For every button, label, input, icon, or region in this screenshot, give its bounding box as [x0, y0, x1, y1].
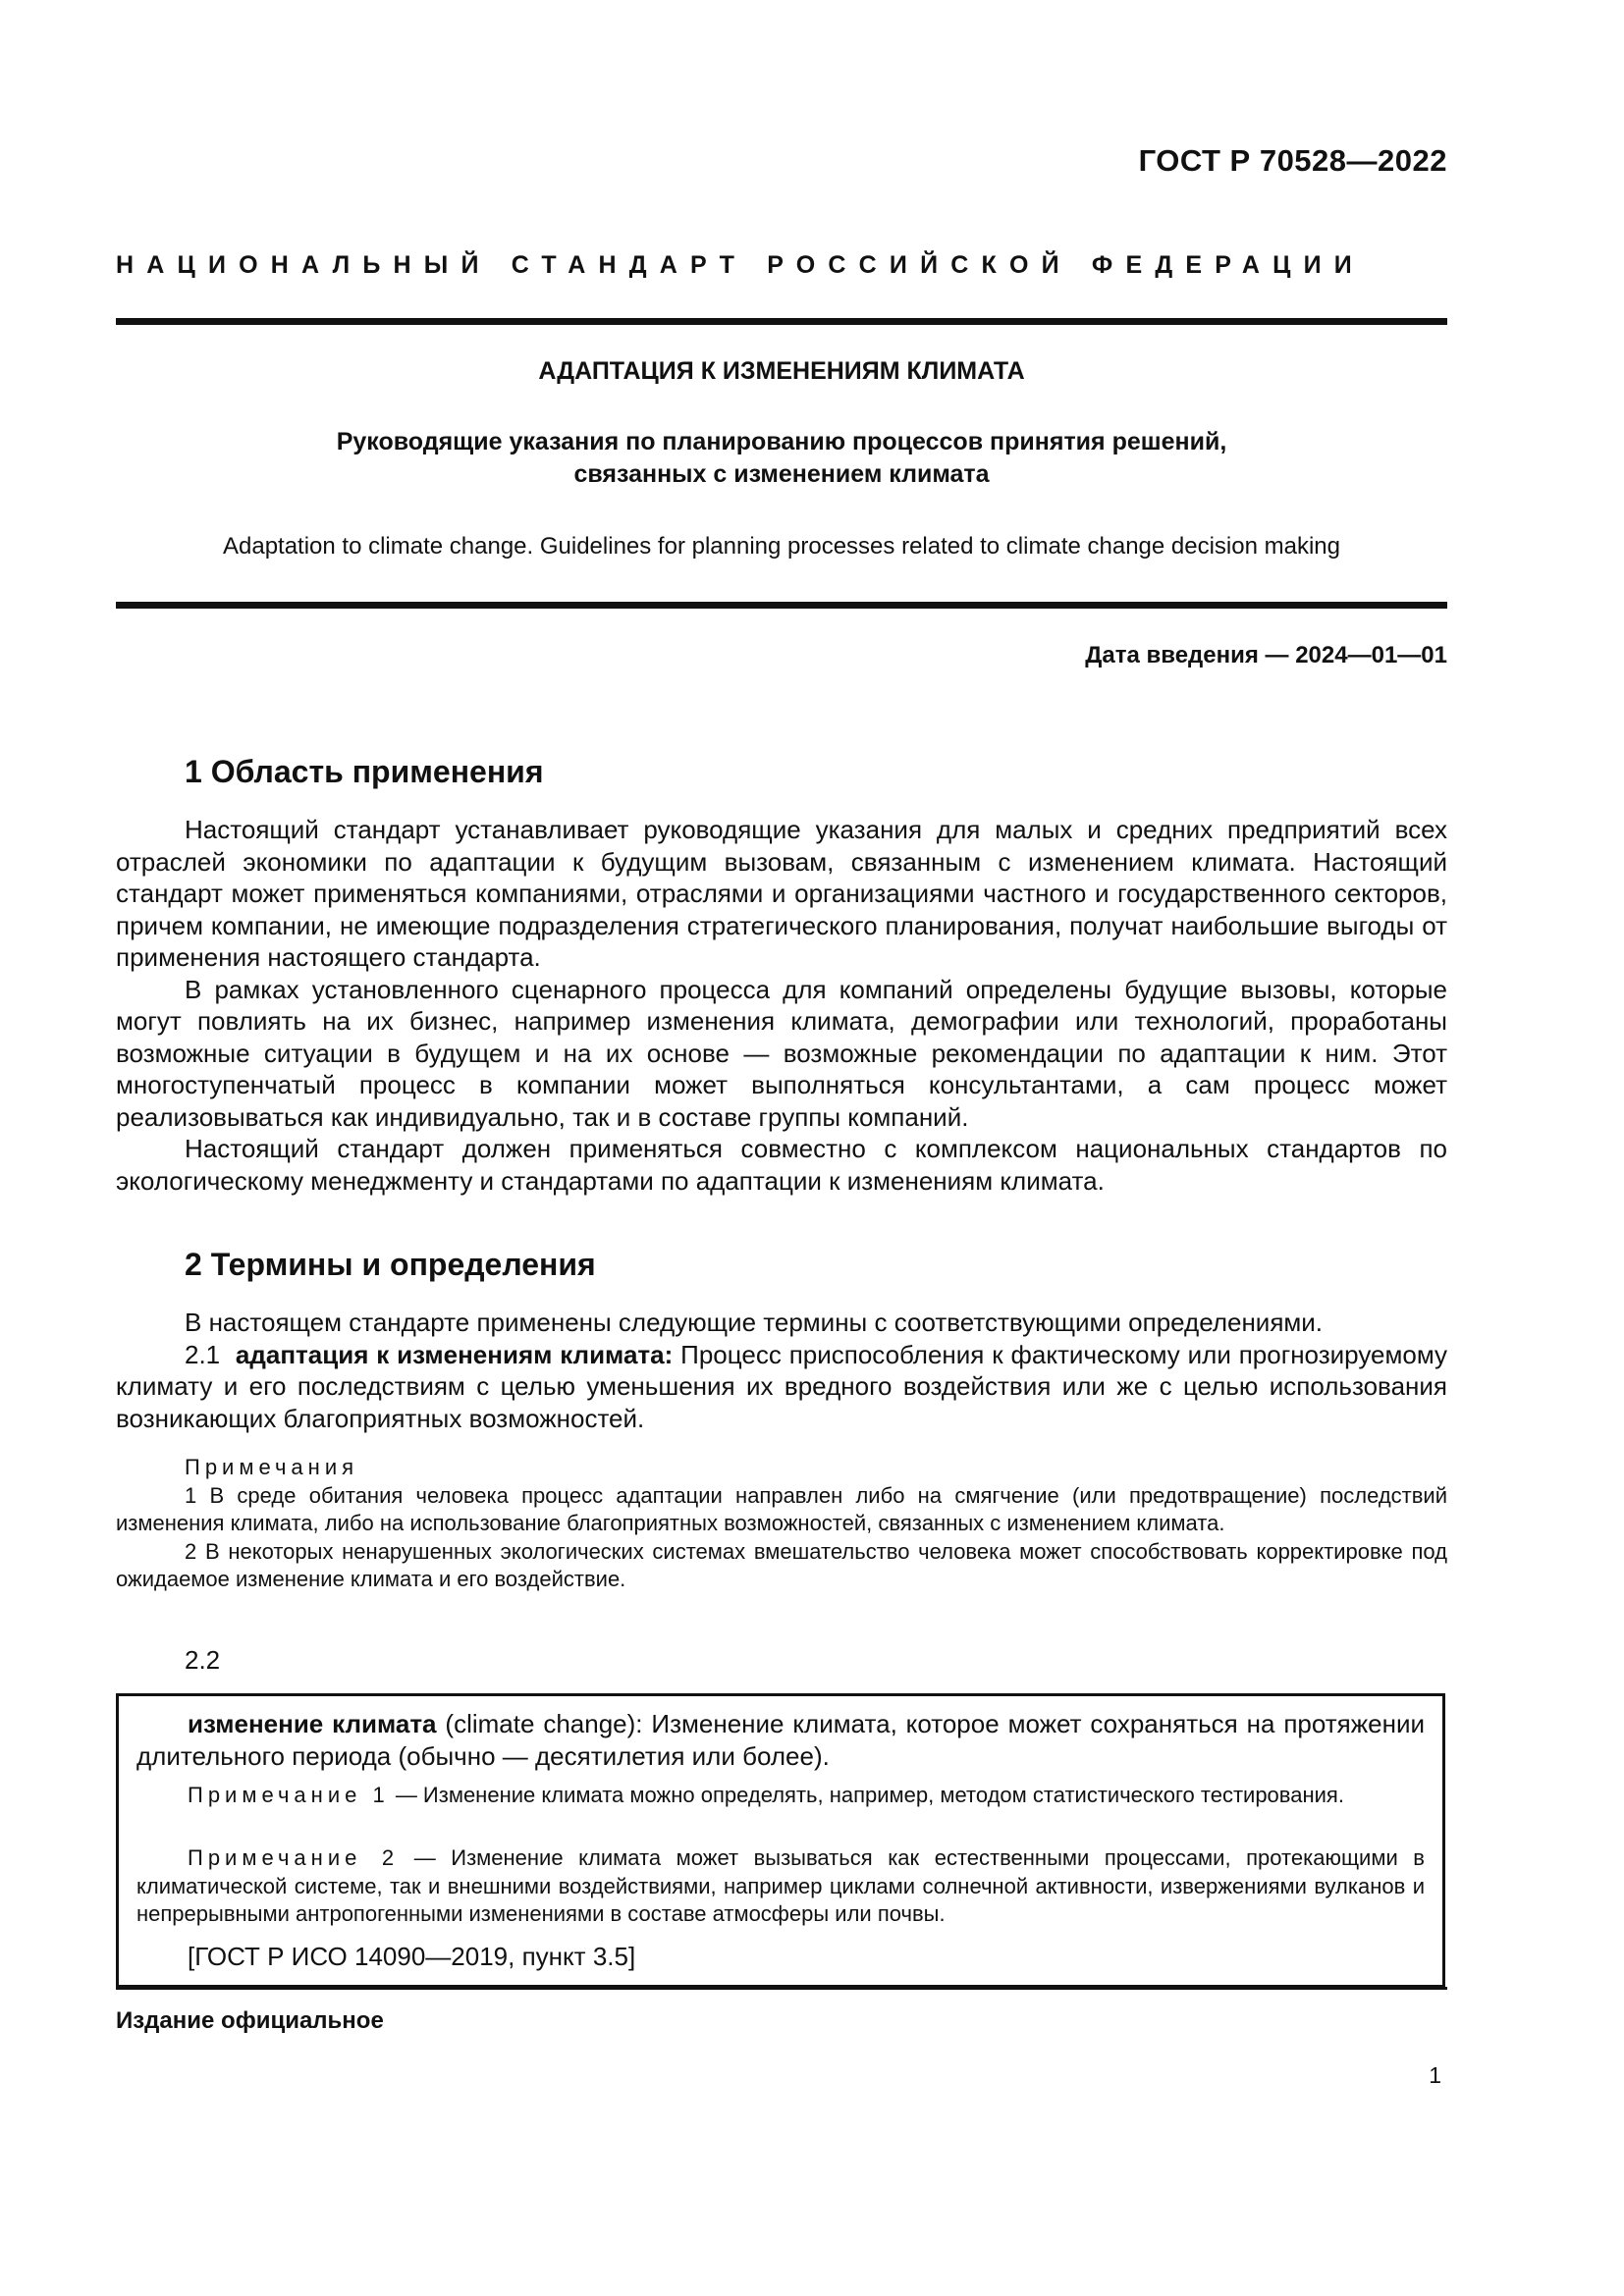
term-2-1-notes [116, 1454, 1447, 1594]
subtitle-line-2: связанных с изменением климата [573, 460, 990, 488]
note-2: 2 В некоторых ненарушенных экологических системах вмешательство человека может способствовать корректировке под ожидаемое изменение климата и его воздействие. [116, 1538, 1447, 1591]
term-2-2-definition: Изменение климата, которое может сохраняться на протяжении длительного периода (обычно — десятилетия или более). [136, 1709, 1425, 1771]
term-2-2-note-2 [136, 1844, 1425, 1929]
term-2-2-number-block [116, 1644, 1447, 1677]
section-1-paragraph-1: Настоящий стандарт устанавливает руководящие указания для малых и средних предприятий всех отраслей экономики по адаптации к будущим вызовам, связанным с изменением климата. Настоящий стандарт может применяться компаниями, отраслями и организациями частного и государственного секторов, причем компании, не имеющие подразделения стратегического планирования, получат наибольшие выгоды от применения настоящего стандарта. [116, 815, 1447, 972]
term-2-2-source: [ГОСТ Р ИСО 14090—2019, пункт 3.5] [188, 1942, 636, 1971]
document-code: ГОСТ Р 70528—2022 [1138, 143, 1447, 178]
document-title-english: Adaptation to climate change. Guidelines for planning processes related to climate change decision making [222, 533, 1340, 560]
term-2-2-number: 2.2 [185, 1645, 221, 1675]
introduction-date: Дата введения — 2024—01—01 [1085, 642, 1447, 668]
term-2-1-definition: Процесс приспособления к фактическому или прогнозируемому климату и его последствиям с целью уменьшения их вредного воздействия или же с целью использования возникающих благоприятных возможностей. [116, 1339, 1448, 1433]
term-2-2-note-1-label: Примечание 1 [188, 1783, 390, 1807]
page-number: 1 [1429, 2062, 1441, 2088]
section-2-heading: 2 Термины и определения [185, 1247, 596, 1282]
note-1: 1 В среде обитания человека процесс адаптации направлен либо на смягчение (или предотвращение) последствий изменения климата, либо на использование благоприятных возможностей, связанных с изменением климата. [116, 1482, 1447, 1535]
section-1-paragraph-2: В рамках установленного сценарного процесса для компаний определены будущие вызовы, которые могут повлиять на их бизнес, например изменения климата, демографии или технологий, проработаны возможные ситуации в будущем и на их основе — возможные рекомендации по адаптации к ним. Этот многоступенчатый процесс в компании может выполняться консультантами, а сам процесс может реализовываться как индивидуально, так и в составе группы компаний. [116, 974, 1447, 1132]
term-2-2-definition-block [136, 1708, 1425, 1772]
title-rule [116, 602, 1447, 609]
term-2-2-note-2-text: — Изменение климата может вызываться как естественными процессами, протекающими в климатической системе, так и внешними воздействиями, например циклами солнечной активности, извержениями вулканов и непрерывными антропогенными изменениями в составе атмосферы или почвы. [136, 1845, 1425, 1926]
term-2-1-term: адаптация к изменениям климата: [235, 1339, 674, 1369]
document-subtitle [116, 426, 1447, 491]
top-rule [116, 318, 1447, 325]
section-1-body [116, 814, 1447, 1197]
section-1-heading: 1 Область применения [185, 754, 544, 789]
term-2-2-english: (climate change): [445, 1709, 643, 1738]
subtitle-line-1: Руководящие указания по планированию процессов принятия решений, [336, 428, 1227, 455]
term-2-1-number: 2.1 [185, 1339, 221, 1369]
term-2-2-term: изменение климата [188, 1709, 437, 1738]
term-2-2-note-1 [136, 1782, 1425, 1810]
notes-label: Примечания [185, 1455, 359, 1479]
term-2-2-note-2-label: Примечание 2 [188, 1845, 400, 1870]
term-2-2-box [116, 1693, 1445, 1988]
national-standard-banner: НАЦИОНАЛЬНЫЙ СТАНДАРТ РОССИЙСКОЙ ФЕДЕРАЦИИ [116, 251, 1365, 279]
document-title: АДАПТАЦИЯ К ИЗМЕНЕНИЯМ КЛИМАТА [538, 357, 1025, 385]
term-2-2-note-1-text: — Изменение климата можно определять, например, методом статистического тестирования. [395, 1783, 1344, 1807]
footer-rule [116, 1987, 1447, 1990]
section-2-intro: В настоящем стандарте применены следующие термины с соответствующими определениями. [185, 1308, 1324, 1337]
section-1-paragraph-3: Настоящий стандарт должен применяться совместно с комплексом национальных стандартов по экологическому менеджменту и стандартами по адаптации к изменениям климата. [116, 1134, 1447, 1196]
official-edition-label: Издание официальное [116, 2007, 384, 2034]
section-2-body [116, 1307, 1447, 1434]
term-2-1 [116, 1339, 1447, 1435]
